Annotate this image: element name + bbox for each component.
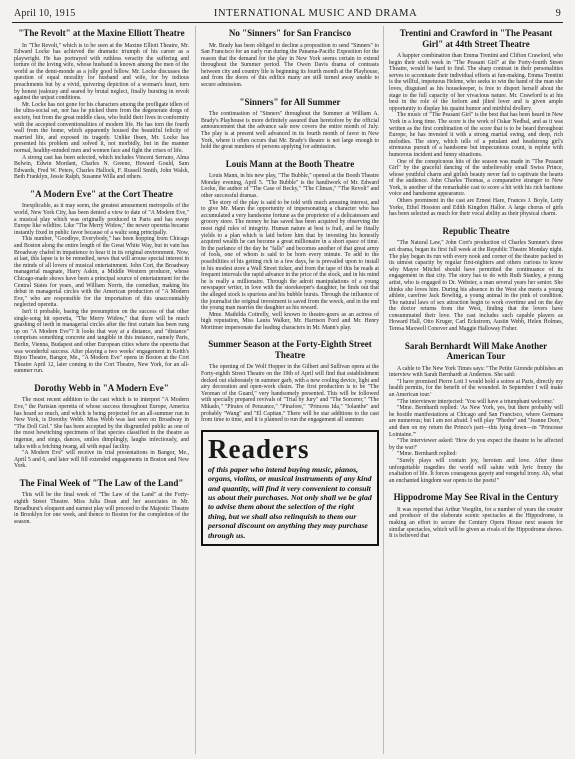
article-heading: Republic Theatre	[442, 225, 510, 236]
article-paragraph: Louis Mann, in his new play, "The Bubble," opened at the Booth Theatre Monday evening, April 5. "The Bubble" is the handiwork of Mr. Edward Locke, the author of "The Case of Becky," "The Climax," "The Revolt" and other successful dramas.	[201, 173, 379, 199]
header-rule	[12, 22, 563, 23]
article-paragraph: It was reported that Arthur Voegtlin, for a number of years the creator and producer of the elaborate scenic spectacles at the Hippodrome, is making an effort to secure the Century Opera House next season for similar spectacles, which will be given as rivals of the Hippodrome shows. It is believed that	[389, 506, 563, 540]
article-paragraph: Inexplicable, as it may seem, the greatest amusement metropolis of the world, New York City, has been denied a view to date of "A Modern Eve," a musical play which was originally produced in Paris and has swept Europe like wildfire. Like "The Merry Widow," the newer operetta became instantly fixed in public favor because of a waltz song principally.	[14, 203, 189, 236]
article-paragraph: This number, "Goodbye, Everybody," has been hopping from Chicago and Boston along the entire length of the Great White Way, but in vain has Broadway chafed in impatience to hear it in its original environment. Now, at last, this lapse is to be remedied, news that will arouse special interest in the minds of all lovers of musical entertainment. John Cort, the Broadway managerial magnate, Harry Askin, a Middle Western producer, whose Chicago-made shows have been a principal source of entertainment for the Central States for years, and William Norris, the comedian, making his debut in managerial circles with the American production of "A Modern Eve," who are responsible for the importation of this unaccountably neglected operetta.	[14, 236, 189, 309]
article-paragraph: "The interviewer asked: 'How do you expect the theatre to be affected by the war?'	[389, 438, 563, 451]
article-paragraph: "I have promised Pierre Loti I would hold a soiree at Paris, directly my health permits, for the benefit of the wounded. In September I will make an American tour.'	[389, 378, 563, 399]
readers-advertisement	[201, 430, 379, 546]
page-number: 9	[555, 7, 561, 19]
column-left	[14, 26, 189, 754]
article-paragraph: The opening of De Wolf Hopper in the Gilbert and Sullivan opera at the Forty-eighth Street Theatre on the 19th of April will find that establishment decked out elaborately in summer garb, with a new cooling device, light and airy decoration and open-work chairs. The first production is to be "The Yeoman of the Guard," very handsomely presented. This will be followed with specially prepared revivals of "Trial by Jury" and "The Sorcerer," "The Mikado," "Pirates of Penzance," "Pinafore," "Princess Ida," "Iolanthe" and probably "Wang" and "El Capitan." There will be star additions to the cast from time to time, and it is planned to run the engagement all summer.	[201, 364, 379, 424]
article-paragraph: Mme. Mathilda Cottrelly, well known to theatre-goers as an actress of high reputation, Miss Laura Walker, Mr. Harrison Ford and Mr. Henry Mortimer impersonate the leading characters in Mr. Mann's play.	[201, 311, 379, 331]
article-paragraph: The continuation of "Sinners" throughout the Summer at William A. Brady's Playhouse is more definitely assured than heretofore by the official announcement that the advance sale now covers the entire month of July. The play is at present well advanced in its fourth month of favor in New York, where it often occurs that Mr. Brady's theatre is not large enough to hold the great numbers of persons applying for admission.	[201, 111, 379, 151]
issue-date: April 10, 1915	[14, 7, 76, 19]
article-paragraph: A happier combination than Emma Trentini and Clifton Crawford, who begin their sixth week in "The Peasant Girl" at the Forty-fourth Street Theatre, would be hard to find. The sharp contrast in their personalities serves to accentuate their individual efforts at fun-making. Emma Trentini is the willful, impetuous Helene, who seeks to win the hand of the man she loves, disguised as his housekeeper, is free to disport herself about the stage to the full capacity of her vivacious nature. Mr. Crawford is at his best in the role of the forlorn and jilted lover and is given ample opportunity to display his quaint humor and mirthful drollery.	[389, 53, 563, 112]
article-paragraph: "A Modern Eve" will receive its trial presentations in Bangor, Me., April 5 and 6, and later will fill extended engagements in Boston and New York.	[14, 450, 189, 470]
article-paragraph: In "The Revolt," which is to be seen at the Maxine Elliott Theatre, Mr. Edward Locke has achieved the dramatic triumph of his career as a playwright. He has portrayed with ruthless veracity the suffering and torture of the loving wife, whose husband is known among the men of the world as the demi-monde as a jolly good fellow. Mr. Locke discusses the question of equal morality for husband and wife, for by tedious preachments but by a vivid, quivering depiction of a woman's heart, torn by honest jealousy and seared by brutal neglect, finally bursting in revolt against the unjust conditions.	[14, 42, 189, 102]
article-heading: No "Sinners" for San Francisco	[228, 28, 352, 38]
article-heading: "Sinners" for All Summer	[239, 96, 341, 107]
article-paragraph: A cable to The New York Times says: "The Petite Gironde publishes an interview with Sarah Bernhardt at Andernos. She said:	[389, 365, 563, 379]
column-middle	[201, 26, 379, 754]
article-heading: Dorothy Webb in "A Modern Eve"	[34, 382, 169, 393]
page-header	[14, 4, 561, 22]
article-heading: Hippodrome May See Rival in the Century	[393, 492, 559, 503]
article-paragraph: "The interviewer interjected: 'You will have a triumphant welcome.'	[397, 398, 555, 405]
article-paragraph: "Mme. Bernhardt replied: 'As New York, yes, but there probably will be hostile manifestations at Chicago and San Francisco, where Germans are numerous; but I am not afraid. I will play "Phedre" and "Jeanne Dore," and then on my return the Prince's part—this lying down—in "Princesse Lointaine."'	[389, 405, 563, 438]
article-heading: "A Modern Eve" at the Cort Theatre	[30, 188, 173, 199]
article-paragraph: "Mme. Bernhardt replied:	[397, 451, 457, 458]
article-paragraph: The most recent addition to the cast which is to interpret "A Modern Eve," the Parisian operetta of whose success throughout Europe, America has heard so much, and which is being projected for an all-summer run in New York, is Dorothy Webb. Miss Webb was last seen on Broadway in "The Doll Girl." She has been accepted by the disgruntled public as one of the most bewitching specimens of that species classified in the theatre as ingenue, and sings, dances, smiles dimplingly, laughs infectiously, and talks with a fetching twang, all with equal facility.	[14, 397, 189, 450]
ad-headline: Readers	[208, 433, 310, 464]
article-paragraph: This will be the final week of "The Law of the Land" at the Forty-eighth Street Theatre. Miss Julia Dean and her associates in Mr. Broadhurst's eloquent and earnest play will proceed to the Majestic Theatre in Brooklyn for one week, and thence to Boston for the completion of the season.	[14, 492, 189, 525]
ad-body: of this paper who intend buying music, pianos, organs, violins, or musical instruments of any kind and quantity, will find it very convenient to consult us about their purchases. Not only shall we be glad to advise them about the selection of the right thing, but we shall also relinquish to them our personal discount on anything they may purchase through us.	[208, 464, 372, 540]
publication-title: INTERNATIONAL MUSIC AND DRAMA	[213, 7, 418, 19]
article-paragraph: The story of the play is said to be told with much amusing interest, and to give Mr. Mann the opportunity of impersonating a character who has accumulated a very handsome fortune as the proprietor of a delicatessen and grocery store. The money he has saved has been acquired by observing the most rigid rules of integrity. Human nature at best is frail, and he finally yields to a plan which is laid before him that by investing his honestly acquired wealth he can become a great millionaire in a short space of time. In the parlance of the day he "falls" and becomes another of that great army of fools, one of whom is said to be born every minute. To add to the possibilities of his getting rich in a few days, he is prevailed upon to install in his modest store a Wall Street ticker, and from the tape of this he reads at frequent intervals the rapid advance in the price of the stock, and in his mind he is really a millionaire. Through the adroit manipulations of a young newspaper writer, in love with the storekeeper's daughter, he finds out that the alleged stock is spurious and his bubble bursts. Through the influence of the journalist the original investment is saved from the wreck, and in the end the young man marries the daughter as his reward.	[201, 199, 379, 312]
article-heading: Trentini and Crawford in "The Peasant Girl" at 44th Street Theatre	[399, 28, 553, 49]
article-heading: The Final Week of "The Law of the Land"	[19, 477, 184, 488]
article-paragraph: The music of "The Peasant Girl" is the best that has been heard in New York in a long time. The score is the work of Oskar Nedbal, and as it was written as the first combination of the score that is to be heard throughout Europe, he has invested it with a strong martial swing, and deep, rich melodies. The story, which tells of a petulant and headstrong girl's strenuous pursuit of a handsome but impecunious count, is replete with humorous incident and funny situations.	[389, 112, 563, 158]
article-paragraph: "Surely plays will contain joy, heroism and love. After these unforgettable tragedies the world will salute with lyric frenzy the exaltation of life. It forces courageous gayety and vengeful irony. Ah, what an enchanted kingdom war opens to the poets!"	[389, 457, 563, 484]
article-paragraph: Mr. Locke has not gone for his characters among the profligate idlers of the ultra-social set, nor has he picked them from the degenerate dregs of society, but from the great middle class, who build their lives in conformity with the accepted conventionalities of modern life. He has torn the fourth wall from the home, which apparently housed the beautiful felicity of married life, and exposed its tragedy. Unlike Ibsen, Mr. Locke has presented his problem and solved it, not morbidly, but in the manner normal, healthy-minded men and women face and fight the crises of life.	[14, 101, 189, 154]
article-paragraph: Mr. Brady has been obliged to decline a proposition to send "Sinners" to San Francisco for an early run during the Panama-Pacific Exposition for the reason that the demand for the play in New York seems certain to extend throughout the Summer period. The Owen Davis drama of contrasts between city and country life is beginning its fourth month at the Playhouse, and from the doors of this edifice many are still turned away unable to secure admission.	[201, 42, 379, 89]
article-heading: Summer Season at the Forty-Eighth Street Theatre	[208, 339, 372, 360]
article-heading: "The Revolt" at the Maxine Elliott Theatre	[18, 28, 185, 38]
column-right	[389, 26, 563, 754]
article-paragraph: A strong cast has been selected, which includes Vincent Serrano, Alma Belwin, Edwin Mordant, Charles N. Greene, Howard Gould, Sam Edwards, Fred W. Peters, Charles Hallock, F. Russell Smith, John Walsh, Beth Franklyn, Jessie Ralph, Susanne Willa and others.	[14, 154, 189, 181]
article-heading: Sarah Bernhardt Will Make Another American Tour	[404, 340, 548, 362]
article-paragraph: "The Natural Law," John Cort's production of Charles Sumner's three act drama, began its first full week at the Republic Theatre Monday night. The play began its run with every nook and corner of the theatre packed to its utmost capacity by regular first-nighters and others curious to know why Mayor Mitchel should have permitted the continuance of its engagement in that city. The story has to do with Ruth Stanley, a young artist, who is engaged to Dr. Webster, a man several years her senior. She thinks she loves him. During his absence in the West she meets a young athlete, carefree Jack Bowling, a young animal in the pink of condition. The natural laws of sex attraction begin to work overtime and on the day the doctor returns from the West, finding that the lovers have consummated their love. The cast includes such capable players as Howard Hall, Otto Kruger, Carl Eckstrom, Austin Webb, Helen Holmes, Teresa Maxwell Conover and Maggie Halloway Fisher.	[389, 240, 563, 333]
article-columns	[14, 26, 563, 754]
article-paragraph: Others prominent in the cast are Ernest Hare, Frances J. Boyle, Letty Yorke, Ethel Hosston and Edith Kingdon Hallor. A large chorus of girls has been selected as much for their vocal ability as their physical charm.	[389, 198, 563, 218]
article-paragraph: Isn't it probable, basing the presumption on the success of that other single-song hit operetta, "The Merry Widow," that there will be much gnashing of teeth in managerial circles after the first curtain has been rung up on "A Modern Eve"? It looks that way at a distance, and "distance" comprises something concrete and tangible in this instance, namely Paris, Berlin, Vienna, Budapest and other European cities where the operetta that was wonderful success. After playing a two weeks' engagement in Keith's Bijou Theatre, Bangor, Me., "A Modern Eve" opens in Boston at the Cort Theatre April 12, later coming to the Cort Theatre, New York, for an all-summer run.	[14, 308, 189, 375]
article-paragraph: One of the conspicuous hits of the season was made in "The Peasant Girl" by the graceful dancing of the unbelievably small Swiss Prince, whose youthful charm and girlish beauty never fail to captivate the hearts of the audience. John Charles Thomas, a comparative stranger to New York, is another of the remarkable cast to score a hit with his rich baritone voice and handsome appearance.	[389, 158, 563, 198]
article-heading: Louis Mann at the Booth Theatre	[225, 158, 355, 169]
